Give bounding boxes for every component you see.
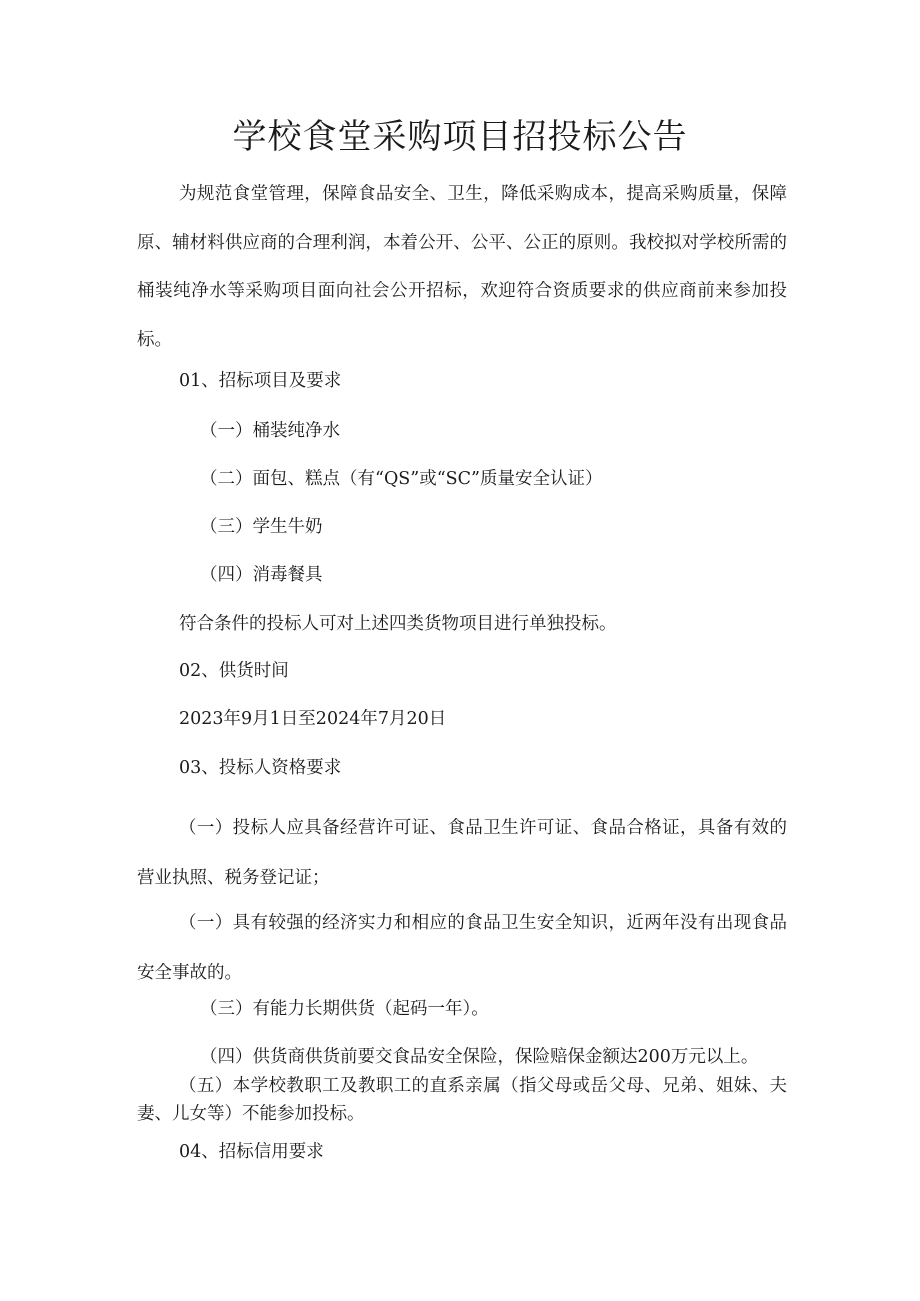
document-title: 学校食堂采购项目招投标公告 [232, 117, 688, 157]
section-heading-02: 02、供货时间 [179, 661, 289, 681]
list-item: （四）消毒餐具 [200, 565, 323, 585]
section-heading-03: 03、投标人资格要求 [179, 758, 342, 778]
requirement-5: （五）本学校教职工及教职工的直系亲属（指父母或岳父母、兄弟、姐妹、夫妻、儿女等）不能参加投标。 [137, 1076, 787, 1124]
list-item: （三）学生牛奶 [200, 517, 323, 537]
requirement-4: （四）供货商供货前要交食品安全保险，保险赔保金额达200万元以上。 [200, 1047, 759, 1067]
intro-paragraph: 为规范食堂管理，保障食品安全、卫生，降低采购成本，提高采购质量，保障原、辅材料供应商的合理利润，本着公开、公平、公正的原则。我校拟对学校所需的桶装纯净水等采购项目面向社会公开招标，欢迎符合资质要求的供应商前来参加投标。 [137, 184, 787, 350]
requirement-2: （一）具有较强的经济实力和相应的食品卫生安全知识，近两年没有出现食品安全事故的。 [137, 913, 787, 983]
requirement-1: （一）投标人应具备经营许可证、食品卫生许可证、食品合格证，具备有效的营业执照、税务登记证； [137, 818, 787, 888]
section-heading-04: 04、招标信用要求 [179, 1142, 324, 1162]
requirement-3: （三）有能力长期供货（起码一年）。 [200, 999, 489, 1019]
list-item: （一）桶装纯净水 [200, 421, 340, 441]
list-item: （二）面包、糕点（有“QS”或“SC”质量安全认证） [200, 469, 603, 489]
section-heading-01: 01、招标项目及要求 [179, 371, 342, 391]
supply-period: 2023年9月1日至2024年7月20日 [179, 709, 447, 729]
section1-note: 符合条件的投标人可对上述四类货物项目进行单独投标。 [179, 614, 617, 634]
